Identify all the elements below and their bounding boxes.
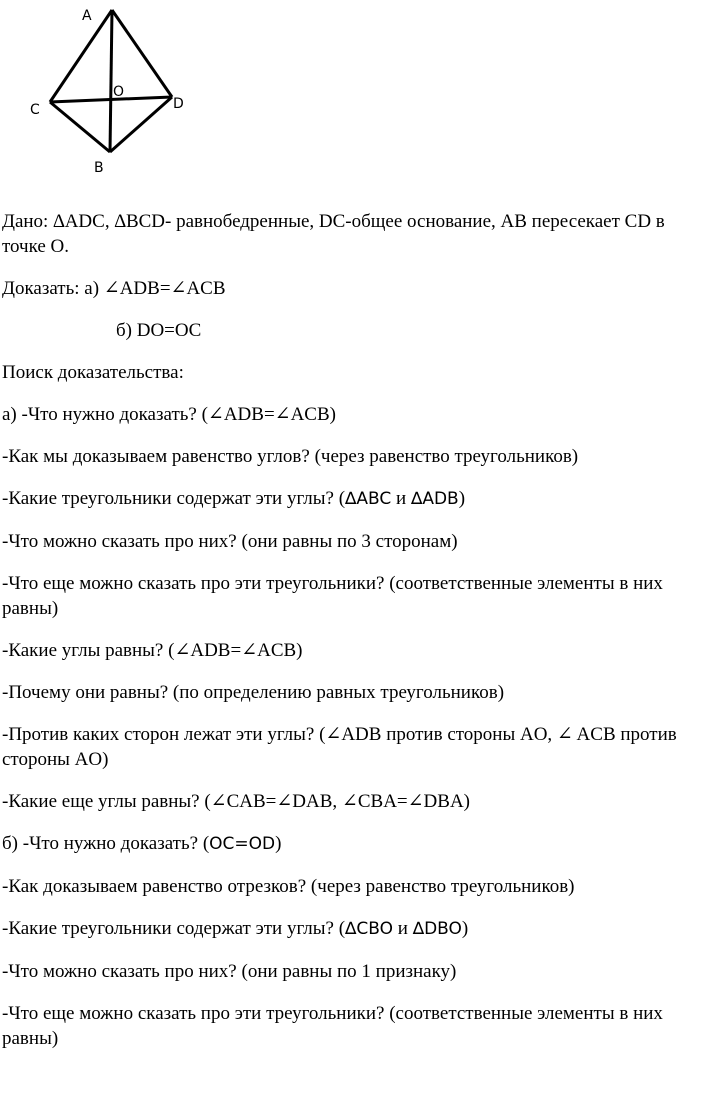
part-a-q2: -Как мы доказываем равенство углов? (через равенство треугольников) — [2, 446, 579, 467]
segments-oc-od: OC=OD — [209, 834, 276, 854]
part-a-q4: -Что можно сказать про них? (они равны по 3 сторонам) — [2, 531, 458, 552]
label-b: B — [94, 160, 104, 176]
part-b-q2: -Как доказываем равенство отрезков? (через равенство треугольников) — [2, 876, 575, 897]
part-b-q5: -Что еще можно сказать про эти треугольники? (соответственные элементы в них равны) — [2, 1003, 663, 1049]
segment-cb — [50, 102, 110, 152]
triangle-abc: ∆ABC — [345, 489, 392, 509]
part-a-q5: -Что еще можно сказать про эти треугольники? (соответственные элементы в них равны) — [2, 573, 663, 619]
segment-ab — [110, 10, 112, 152]
prove-b-paragraph: б) DO=OC — [116, 320, 202, 341]
part-b-q1-text: б) -Что нужно доказать? ( — [2, 833, 210, 854]
part-a-q3-text: -Какие треугольники содержат эти углы? ( — [2, 488, 346, 509]
part-b-q1 — [2, 831, 702, 857]
prove-a-paragraph: Доказать: а) ∠ADB=∠ACB — [2, 278, 226, 299]
given-paragraph: Дано: ∆ADC, ∆BCD- равнобедренные, DC-общее основание, AB пересекает CD в точке O. — [2, 211, 665, 257]
search-heading: Поиск доказательства: — [2, 362, 184, 383]
part-b-q3-text: -Какие треугольники содержат эти углы? ( — [2, 918, 346, 939]
triangle-cbo: ∆CBO — [345, 919, 394, 939]
part-b-q4: -Что можно сказать про них? (они равны по 1 признаку) — [2, 961, 457, 982]
triangle-dbo: ∆DBO — [412, 919, 462, 939]
part-a-q6: -Какие углы равны? (∠ADB=∠ACB) — [2, 640, 303, 661]
part-a-q3-and: и — [391, 488, 411, 509]
part-a-q8: -Против каких сторон лежат эти углы? (∠ADB против стороны AO, ∠ ACB против стороны AO) — [2, 724, 677, 770]
part-b-q3 — [2, 916, 702, 942]
part-b-q3-close: ) — [461, 918, 469, 939]
part-b-q1-close: ) — [275, 833, 282, 854]
triangle-adb: ∆ADB — [410, 489, 459, 509]
label-c: C — [30, 102, 40, 118]
segment-ac — [50, 10, 112, 102]
part-a-q3 — [2, 486, 702, 512]
label-o: O — [113, 84, 125, 100]
segment-db — [110, 97, 172, 152]
part-a-q1: а) -Что нужно доказать? (∠ADB=∠ACB) — [2, 404, 336, 425]
label-a: A — [82, 8, 92, 24]
triangle-figure — [0, 0, 230, 185]
part-a-q9: -Какие еще углы равны? (∠CAB=∠DAB, ∠CBA=∠DBA) — [2, 791, 470, 812]
part-b-q3-and: и — [393, 918, 413, 939]
document-body — [2, 209, 702, 1068]
part-a-q7: -Почему они равны? (по определению равных треугольников) — [2, 682, 505, 703]
part-a-q3-close: ) — [458, 488, 466, 509]
label-d: D — [173, 96, 184, 112]
